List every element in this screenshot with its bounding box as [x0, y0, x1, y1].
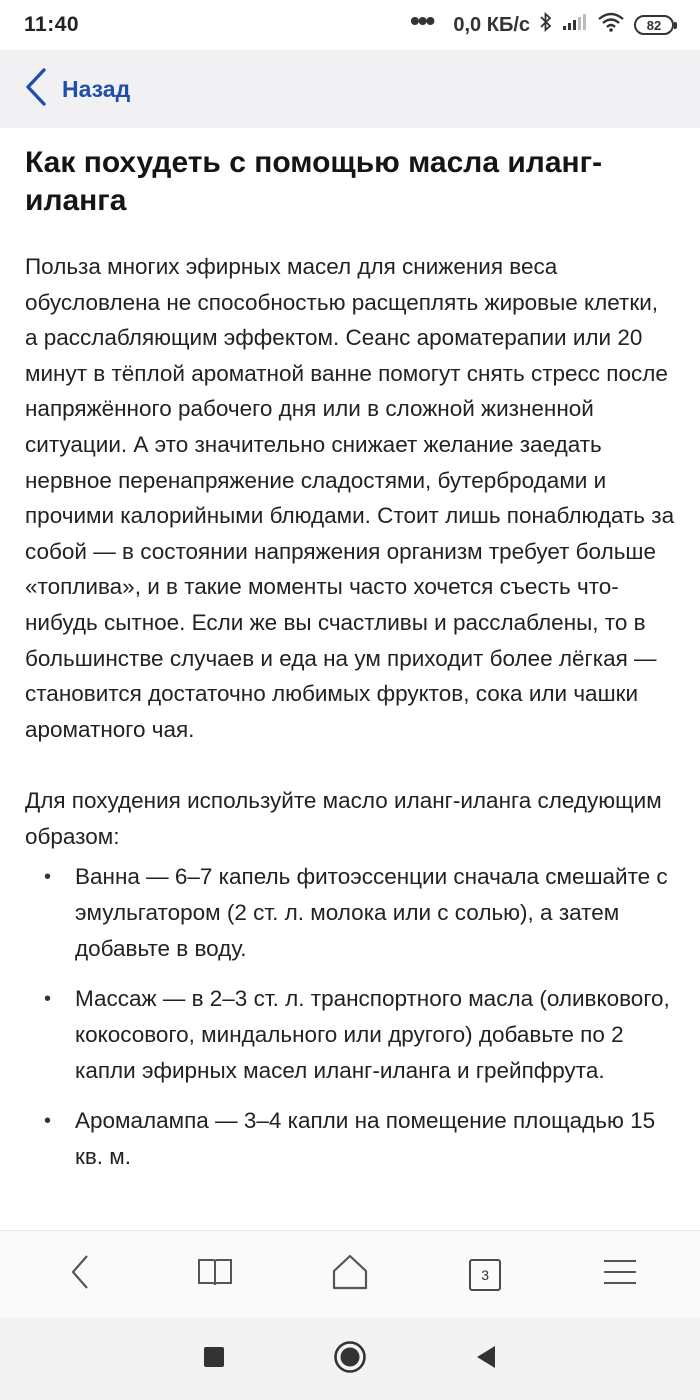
home-icon	[331, 1254, 369, 1295]
status-time: 11:40	[24, 13, 80, 36]
usage-list	[25, 859, 676, 1175]
battery-indicator: 82	[634, 15, 674, 35]
system-home-button[interactable]	[333, 1340, 367, 1379]
page-header	[0, 50, 700, 128]
menu-button[interactable]	[590, 1245, 650, 1305]
network-speed: 0,0 КБ/с	[453, 13, 530, 36]
list-item: • Массаж — в 2–3 ст. л. транспортного масла (оливкового, кокосового, миндального или другого) добавьте по 2 капли эфирных масел иланг-иланга и грейпфрута.	[25, 981, 676, 1089]
book-icon	[197, 1257, 233, 1292]
signal-icon	[562, 13, 588, 37]
square-icon	[203, 1355, 225, 1372]
article-title: Как похудеть с помощью масла иланг-иланга	[25, 146, 603, 217]
browser-toolbar	[0, 1230, 700, 1318]
browser-back-button[interactable]	[50, 1245, 110, 1305]
article-paragraph: Для похудения используйте масло иланг-иланга следующим образом:	[25, 788, 662, 849]
menu-icon	[602, 1257, 638, 1292]
chevron-left-icon	[24, 67, 48, 112]
system-navigation-bar	[0, 1318, 700, 1400]
system-back-button[interactable]	[475, 1345, 497, 1374]
bluetooth-icon	[540, 12, 552, 38]
triangle-back-icon	[475, 1356, 497, 1373]
tabs-button[interactable]	[455, 1245, 515, 1305]
bullet: •	[44, 987, 52, 1010]
tab-count: 3	[469, 1259, 501, 1291]
list-item: • Ванна — 6–7 капель фитоэссенции сначала смешайте с эмульгатором (2 ст. л. молока или с солью), а затем добавьте в воду.	[25, 859, 676, 967]
circle-icon	[333, 1361, 367, 1378]
status-icons	[409, 5, 674, 38]
article-paragraph: Польза многих эфирных масел для снижения веса обусловлена не способностью расщеплять жировые клетки, а расслабляющим эффектом. Сеанс ароматерапии или 20 минут в тёплой ароматной ванне помогут снять стресс после напряжённого рабочего дня или в сложной жизненной ситуации. А это значительно снижает желание заедать нервное перенапряжение сладостями, бутербродами и прочими калорийными блюдами. Стоит лишь понаблюдать за собой — в состоянии напряжения организм требует больше «топлива», и в такие моменты часто хочется съесть что-нибудь сытное. Если же вы счастливы и расслаблены, то в большинстве случаев и еда на ум приходит более лёгкая — становится достаточно любимых фруктов, сока или чашки ароматного чая.	[25, 254, 675, 742]
status-bar	[0, 0, 700, 50]
bullet: •	[44, 1109, 52, 1132]
wifi-icon	[598, 12, 624, 38]
recents-button[interactable]	[203, 1346, 225, 1373]
chevron-left-icon	[69, 1254, 91, 1295]
bullet: •	[44, 865, 52, 888]
list-item: • Аромалампа — 3–4 капли на помещение площадью 15 кв. м.	[25, 1103, 676, 1175]
article-content	[0, 128, 700, 1230]
bookmarks-button[interactable]	[185, 1245, 245, 1305]
home-button[interactable]	[320, 1245, 380, 1305]
back-button[interactable]	[24, 67, 130, 112]
back-label: Назад	[62, 75, 131, 102]
notification-dots: •••	[409, 5, 434, 36]
